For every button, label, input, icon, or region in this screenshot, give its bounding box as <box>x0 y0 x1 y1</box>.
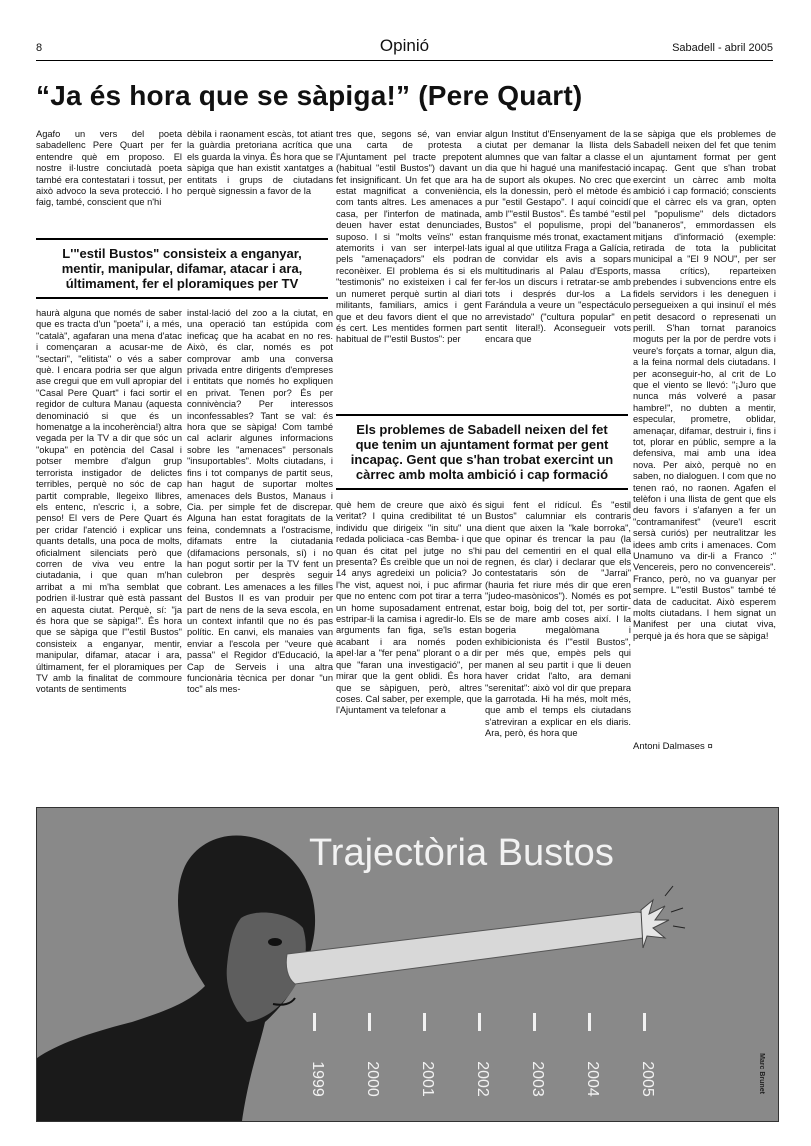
tick-2001 <box>423 1013 426 1031</box>
issue-date: Sabadell - abril 2005 <box>672 42 773 54</box>
illustration-title: Trajectòria Bustos <box>309 832 614 874</box>
tick-2004 <box>588 1013 591 1031</box>
column-2-mid: instal·lació del zoo a la ciutat, en una operació tan estúpida com ineficaç que ha acabat en no res. Això, és clar, només es pot comprovar amb una conversa privada entre dirigents d'empreses i entitats que només ho expliquen en privat. Tenen por? És per connivència? Per interessos inconfessables? Tant se val: és hora que se sàpiga! Com també cal aclarir algunes informacions sobre les "amenaces" personals "insuportables". Molts ciutadans, i fins i tot companys de partit seus, han hagut de suportar moltes amenaces dels Bustos, Manaus i Cia. per simple fet de discrepar. Alguna han estat foragitats de la feina, condemnats a l'ostracisme, difamats entre la ciutadania (difamacions personals, sí) i no han pogut sortir per la TV fent un culebron per desprès seguir cobrant. Les amenaces a les filles del Bustos II es van produir per part de nens de la seva escola, en un context infantil que no és pas polític. En canvi, els manaies van enviar a l'escola per "veure què passa" el Regidor d'Educació, la Cap de Serveis i una altra funcionària tècnica per donar "un toc" als mes- <box>187 308 333 695</box>
nose-break <box>641 900 669 948</box>
column-3-bottom: què hem de creure que això és veritat? I quina credibilitat té un individu que dirigeix "in situ" una redada policiaca -cas Bemba- i que quan és citat pel jutge no s'hi presenta? És creïble que un noi de 14 anys agredeixi un policia? Jo l'he vist, aquest noi, i puc afirmar que no entenc com pot tirar a terra un home suposadament entrenat, estripar-li la camisa i agredir-lo. Els arguments fan figa, se'ls estan acabant i ara només poden apel·lar a "fer pena" plorant o a dir que "faran una investigació", per mirar que la gent oblidi. És hora que se sàpiguen, però, altres coses. Cal saber, per exemple, que l'Ajuntament va telefonar a <box>336 500 482 716</box>
pull-quote-1: L'"estil Bustos" consisteix a enganyar, mentir, manipular, difamar, atacar i ara, últimament, fer el ploramiques per TV <box>36 238 328 299</box>
tick-2005 <box>643 1013 646 1031</box>
article-headline: “Ja és hora que se sàpiga!” (Pere Quart) <box>36 80 583 111</box>
year-2000: 2000 <box>363 1061 381 1097</box>
year-2002: 2002 <box>473 1061 491 1097</box>
column-4-top: algun Institut d'Ensenyament de la ciutat per demanar la llista dels alumnes que van faltar a classe el dia que hi hagué una manifestació de suport als okupes. No crec que els la donessin, però el mètode és pur "estil Gestapo". I aquí coincidí amb l'"estil Bustos". És també "estil Bustos" el populisme, propi del franquisme més tronat, exactament igual al que utilitza Fraga a Galícia, de convidar els avis a sopars multitudinaris al Palau d'Esports, fer-los un discurs i retratar-se amb tots i després dur-los a La Farándula a veure un "espectáculo arrevistado" ("cultura popular" en sentit literal!). Aconsegueir vots encara que <box>485 129 631 345</box>
year-2005: 2005 <box>638 1061 656 1097</box>
column-1-top: Agafo un vers del poeta sabadellenc Pere Quart per fer entendre què em proposo. El nostre il·lustre conciutadà poeta també era contestatari i tossut, per això advoco la seva protecció. I ho faig, també, conscient que n'hi <box>36 129 182 208</box>
timeline-ticks <box>313 1013 646 1031</box>
page-header <box>36 36 773 61</box>
year-1999: 1999 <box>308 1061 326 1097</box>
year-2003: 2003 <box>528 1061 546 1097</box>
tick-2003 <box>533 1013 536 1031</box>
tick-1999 <box>313 1013 316 1031</box>
author-signature: Antoni Dalmases ¤ <box>633 741 713 752</box>
long-nose <box>286 912 649 984</box>
pull-quote-2: Els problemes de Sabadell neixen del fet que tenim un ajuntament format per gent incapaç. Gent que s'han trobat exercint un càrrec amb molta ambició i cap formació <box>336 414 628 490</box>
column-5: se sàpiga que els problemes de Sabadell neixen del fet que tenim un ajuntament format per gent incapaç. Gent que s'han trobat exercint un càrrec amb molta ambició i cap formació; conscients que el càrrec els va gran, opten pel "populisme" dels dictadors "bananeros", emmordassen els mitjans d'informació (exemple: retirada de tota la publicitat municipal a "El 9 NOU", per ser massa crítics), reparteixen prebendes i subvencions entre els fidels servidors i les deneguen i persegueixen a qui insinuï el més petit desacord o represenati un perill. S'han tornat paranoics moguts per la por de perdre vots i veure's forçats a tornar, algun dia, a la feina normal dels ciutadans. I per aconseguir-ho, al crit de Lo que el viento se llevó: "¡Juro que nunca más volveré a pasar hambre!", no dubten a mentir, especular, prometre, oblidar, amenaçar, difamar, destruir i, fins i tot, plorar en públic, sempre a la defensiva, mai amb una idea nova. Per això, perquè no en saben, no dialoguen. I com que no tenen raó, no raonen. Agafen el telèfon i una llista de gent que els deu favors i s'afanyen a fer un "contramanifest" (veure'l escrit sersà curiós) per neutralitzar les idees amb crits i amenaces. Com Unamuno va dir-li a Franco :" Vencereis, pero no convencereis". Franco, però, no va guanyar per sempre. L'"estil Bustos" també té data de caducitat. Això esperem molts ciutadans. I hem signat un Manifest per una ciutat viva, perquè ja és hora que se sàpiga! <box>633 129 776 641</box>
cartoon-illustration <box>36 807 779 1122</box>
year-2001: 2001 <box>418 1061 436 1097</box>
column-2-top: dèbila i raonament escàs, tot atiant la guàrdia pretoriana acrítica que els guarda la vinya. És hora que se sàpiga que han existit xantatges a entitats i grups de ciutadans perquè signessin a favor de la <box>187 129 333 197</box>
column-4-bottom: sigui fent el ridícul. És "estil Bustos" calumniar els contraris dient que aixen la "kale borroka", que opinar és trencar la pau (la pau del cementiri en el qual ella regnen, és clar) i declarar que els contestataris són de "Jarrai" (hauria fet riure més dir que eren "judeo-masònicos"). Només es pot estar boig, boig del tot, per sortir-se de mare amb coses així. I la bogeria megalòmana i exhibicionista és l'"estil Bustos", per més que, empès pels qui manen al seu partit i que li deuen haver cridat l'alto, ara demani "serenitat": això vol dir que prepara la garrotada. Hi ha més, molt més, que amb el temps els ciutadans s'atreviran a explicar en els diaris. Ara, però, és hora que <box>485 500 631 739</box>
tick-2000 <box>368 1013 371 1031</box>
tick-2002 <box>478 1013 481 1031</box>
illustration-credit: Marc Brunet <box>757 1053 765 1094</box>
section-title: Opinió <box>379 36 430 55</box>
column-1-mid: haurà alguna que només de saber que es tracta d'un "poeta" i, a més, "català", agafaran una mena d'atac i començaran a acusar-me de "sectari", "elitista" o vés a saber què. I encara podria ser que algun ase cregui que em vull apropiar del "Casal Pere Quart" i faci sortir el regidor de cultura Manau (aquesta denominació si que és un homenatge a la incoherència!) altra vegada per la TV a dir que sóc un "okupa" en potència del Casal i potser membre d'algun grup terrorista instigador de delictes terribles, perquè no sóc de cap partit comprable, llegeixo llibres, els entenc, n'escric i, a sobre, penso! El vers de Pere Quart és per cridar l'atenció i explicar uns quants detalls, una poca de molts, oficialment silenciats però que corren de viva veu entre la ciutadania, i que quan m'han arribat a mi m'ha semblat que podrien il·lustrar què està passant en aquesta ciutat. Perquè, sí: "ja és hora que se sàpiga!". És hora que se sàpiga que l'"estil Bustos" consisteix a enganyar, mentir, manipular, difamar, atacar i ara, últimament, fer el ploramiques per TV amb la finalitat de commoure votants de sentiments <box>36 308 182 695</box>
column-3-top: tres que, segons sé, van enviar una carta de protesta a l'Ajuntament pel tracte prepotent (habitual "estil Bustos") davant un fet insignificant. Un fet que ara ha estat magnificat a conveniència, com tants altres. Les amenaces a casa, per l'interfon de matinada, deuen haver estat denunciades, suposo. I si "molts veïns" estan atemorits i van ser interpel·lats pels "amenaçadors" els podran reconèixer. El problema és si els "testimonis" no existeixen i cal fer un numeret perquè surtin al diari militants, familiars, amics i gent que et deu favors dient el que no és cert. Les mentides formen part habitual de l'"estil Bustos": per <box>336 129 482 345</box>
caricature-eye <box>268 938 282 946</box>
page-number: 8 <box>36 42 43 54</box>
year-2004: 2004 <box>583 1061 601 1097</box>
